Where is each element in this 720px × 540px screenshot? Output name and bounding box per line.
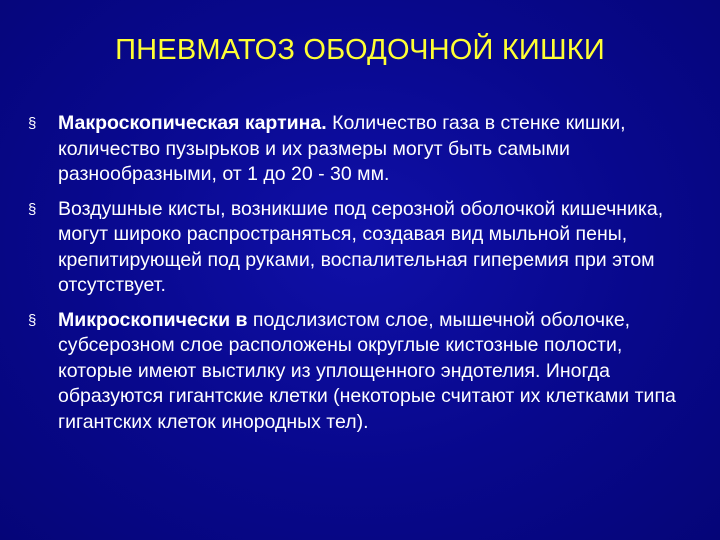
bullet-text: Воздушные кисты, возникшие под серозной оболочкой кишечника, могут широко распространяться, создавая вид мыльной пены, крепитирующей под руками, воспалительная гиперемия при этом отсутствует.: [58, 197, 664, 296]
bullet-marker-icon: §: [28, 311, 37, 329]
bullet-item-air-cysts: [28, 197, 698, 299]
bullet-list: [28, 111, 698, 444]
bullet-lead: Макроскопическая картина.: [58, 112, 327, 134]
bullet-lead: Микроскопически в: [58, 308, 248, 331]
slide-title: ПНЕВМАТОЗ ОБОДОЧНОЙ КИШКИ: [115, 34, 605, 66]
bullet-item-microscopic: [28, 308, 698, 436]
bullet-item-macroscopic: [28, 111, 698, 188]
bullet-text: Количество газа в стенке кишки, количество пузырьков и их размеры могут быть самыми разнообразными, от 1 до 20 - 30 мм.: [58, 112, 626, 185]
bullet-text: подслизистом слое, мышечной оболочке, субсерозном слое расположены округлые кистозные полости, которые имеют выстилку из уплощенного эндотелия. Иногда образуются гигантские клетки (некоторые считают их клетками типа гигантских клеток инородных тел).: [58, 308, 676, 433]
bullet-marker-icon: §: [28, 200, 37, 218]
bullet-marker-icon: §: [28, 115, 37, 132]
